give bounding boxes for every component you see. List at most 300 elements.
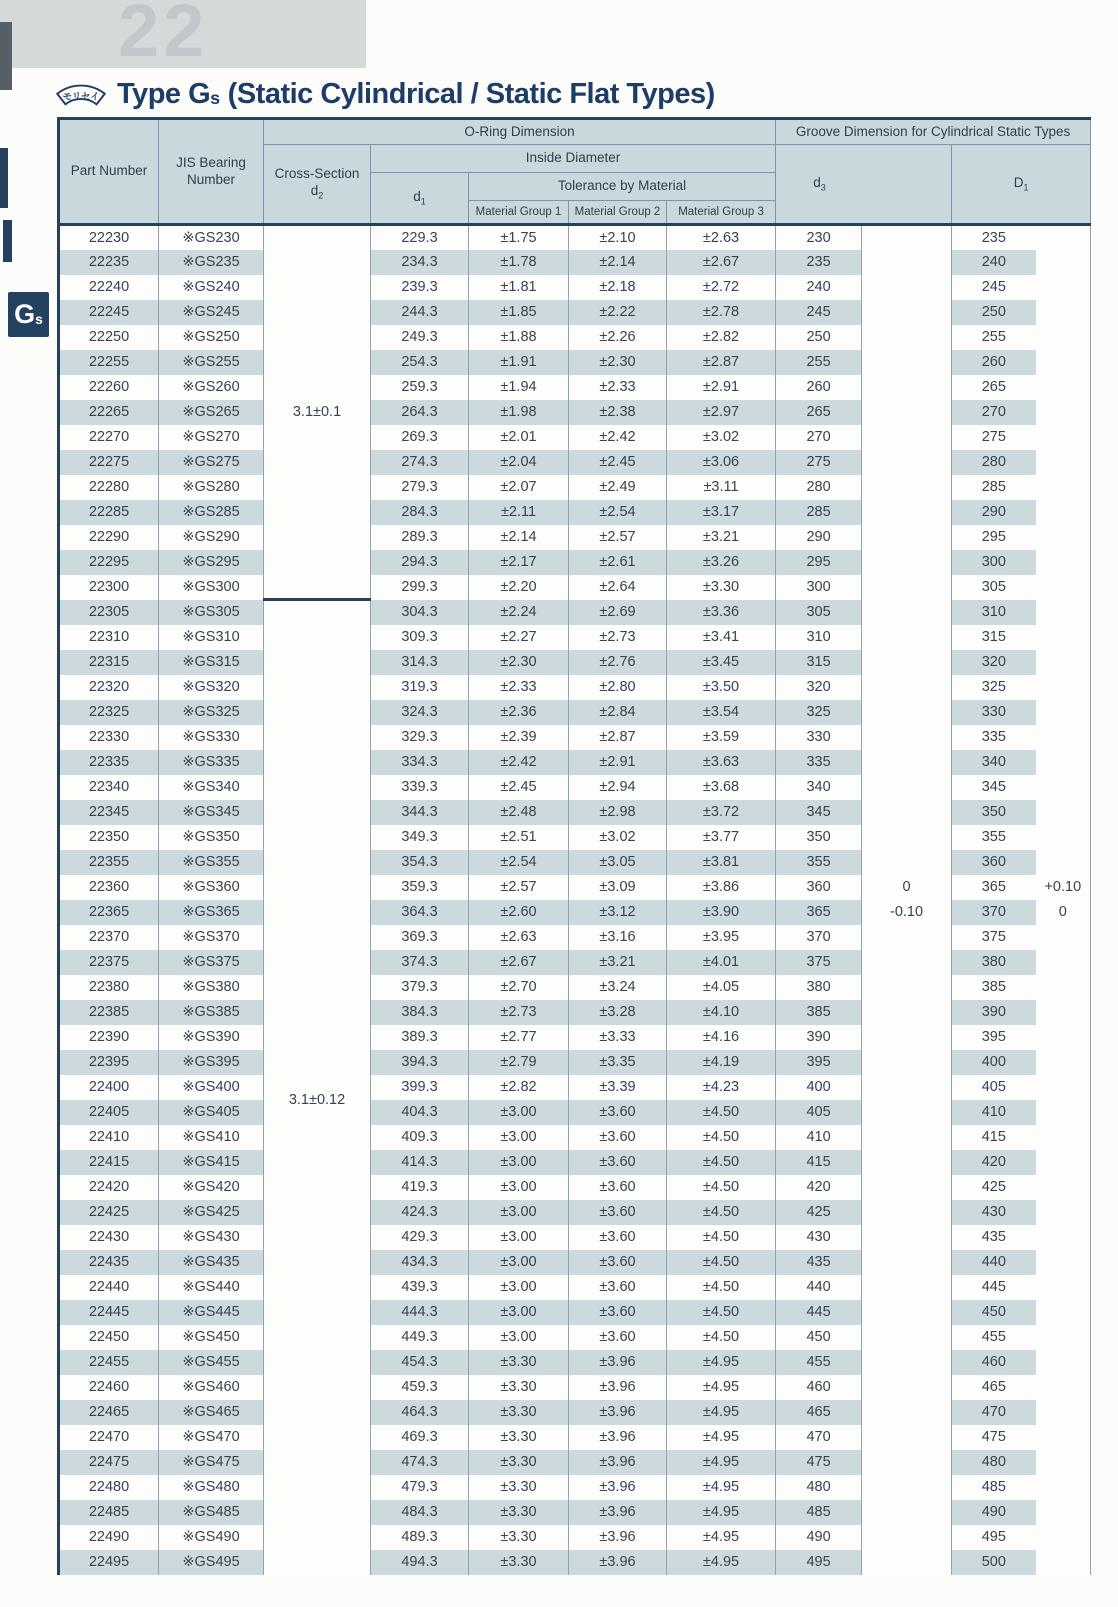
cell-d3: 280 xyxy=(776,475,862,500)
cell-tolerance-group3: ±4.50 xyxy=(667,1275,776,1300)
cell-tolerance-group1: ±2.30 xyxy=(469,650,569,675)
header-oring-dimension: O-Ring Dimension xyxy=(264,119,776,145)
cell-tolerance-group1: ±2.82 xyxy=(469,1075,569,1100)
cell-d1: 239.3 xyxy=(371,275,469,300)
cell-d3: 335 xyxy=(776,750,862,775)
cell-jis-number: ※GS295 xyxy=(159,550,264,575)
cell-d1: 399.3 xyxy=(371,1075,469,1100)
cell-d3: 360 xyxy=(776,875,862,900)
cell-tolerance-group1: ±1.85 xyxy=(469,300,569,325)
cell-d1: 289.3 xyxy=(371,525,469,550)
cell-D1: 345 xyxy=(952,775,1036,800)
cell-tolerance-group1: ±2.20 xyxy=(469,575,569,600)
oring-dimension-table xyxy=(57,117,1091,1575)
cell-tolerance-group2: ±2.42 xyxy=(569,425,667,450)
cell-tolerance-group2: ±3.05 xyxy=(569,850,667,875)
cell-tolerance-group1: ±2.33 xyxy=(469,675,569,700)
cell-D1: 270 xyxy=(952,400,1036,425)
cell-part-number: 22310 xyxy=(59,625,159,650)
cell-d3: 270 xyxy=(776,425,862,450)
cell-part-number: 22300 xyxy=(59,575,159,600)
cell-tolerance-group3: ±4.50 xyxy=(667,1300,776,1325)
cell-part-number: 22395 xyxy=(59,1050,159,1075)
cell-D1: 445 xyxy=(952,1275,1036,1300)
cell-tolerance-group1: ±3.00 xyxy=(469,1150,569,1175)
cell-d1: 309.3 xyxy=(371,625,469,650)
cell-jis-number: ※GS230 xyxy=(159,225,264,250)
cell-tolerance-group3: ±3.45 xyxy=(667,650,776,675)
cell-part-number: 22445 xyxy=(59,1300,159,1325)
cell-tolerance-group2: ±2.98 xyxy=(569,800,667,825)
cell-D1: 440 xyxy=(952,1250,1036,1275)
cell-d3: 310 xyxy=(776,625,862,650)
cell-tolerance-group3: ±3.95 xyxy=(667,925,776,950)
cell-D1: 475 xyxy=(952,1425,1036,1450)
cell-d3: 250 xyxy=(776,325,862,350)
cell-d3: 400 xyxy=(776,1075,862,1100)
cell-tolerance-group1: ±1.75 xyxy=(469,225,569,250)
cell-part-number: 22355 xyxy=(59,850,159,875)
cell-jis-number: ※GS240 xyxy=(159,275,264,300)
cell-jis-number: ※GS310 xyxy=(159,625,264,650)
cell-d3: 370 xyxy=(776,925,862,950)
page-title: Type Gs (Static Cylindrical / Static Flat Types) xyxy=(117,77,715,110)
cell-jis-number: ※GS410 xyxy=(159,1125,264,1150)
cell-d1: 319.3 xyxy=(371,675,469,700)
cell-tolerance-group2: ±3.96 xyxy=(569,1525,667,1550)
cell-part-number: 22275 xyxy=(59,450,159,475)
cell-part-number: 22285 xyxy=(59,500,159,525)
cell-tolerance-group2: ±3.96 xyxy=(569,1550,667,1575)
cell-d3: 385 xyxy=(776,1000,862,1025)
cell-D1: 405 xyxy=(952,1075,1036,1100)
cell-part-number: 22460 xyxy=(59,1375,159,1400)
cell-D1: 310 xyxy=(952,600,1036,625)
cell-tolerance-group3: ±3.77 xyxy=(667,825,776,850)
cell-tolerance-group2: ±3.39 xyxy=(569,1075,667,1100)
cell-jis-number: ※GS475 xyxy=(159,1450,264,1475)
cell-tolerance-group3: ±4.95 xyxy=(667,1475,776,1500)
cell-tolerance-group1: ±2.57 xyxy=(469,875,569,900)
cell-part-number: 22465 xyxy=(59,1400,159,1425)
header-d3: $d_3$ xyxy=(776,145,952,225)
cell-D1: 330 xyxy=(952,700,1036,725)
cell-jis-number: ※GS405 xyxy=(159,1100,264,1125)
header-d1: $d_1$ xyxy=(371,173,469,225)
cell-tolerance-group3: ±2.72 xyxy=(667,275,776,300)
cell-tolerance-group1: ±2.60 xyxy=(469,900,569,925)
header-tolerance: Tolerance by Material xyxy=(469,173,776,201)
cell-D1: 455 xyxy=(952,1325,1036,1350)
cell-tolerance-group3: ±2.97 xyxy=(667,400,776,425)
cell-d3: 490 xyxy=(776,1525,862,1550)
cell-tolerance-group3: ±3.59 xyxy=(667,725,776,750)
cell-part-number: 22290 xyxy=(59,525,159,550)
cell-jis-number: ※GS330 xyxy=(159,725,264,750)
cell-tolerance-group1: ±2.42 xyxy=(469,750,569,775)
cell-jis-number: ※GS375 xyxy=(159,950,264,975)
cell-D1: 265 xyxy=(952,375,1036,400)
cell-D1: 435 xyxy=(952,1225,1036,1250)
cell-tolerance-group2: ±2.94 xyxy=(569,775,667,800)
cell-tolerance-group3: ±3.50 xyxy=(667,675,776,700)
cell-tolerance-group2: ±3.60 xyxy=(569,1175,667,1200)
cell-tolerance-group1: ±3.00 xyxy=(469,1325,569,1350)
cell-jis-number: ※GS290 xyxy=(159,525,264,550)
cell-jis-number: ※GS480 xyxy=(159,1475,264,1500)
cell-tolerance-group1: ±1.88 xyxy=(469,325,569,350)
cell-d1: 384.3 xyxy=(371,1000,469,1025)
cell-D1: 285 xyxy=(952,475,1036,500)
cell-d3: 420 xyxy=(776,1175,862,1200)
cell-D1: 495 xyxy=(952,1525,1036,1550)
cell-part-number: 22260 xyxy=(59,375,159,400)
cell-d1: 314.3 xyxy=(371,650,469,675)
cell-d1: 249.3 xyxy=(371,325,469,350)
cell-d1: 229.3 xyxy=(371,225,469,250)
section-tab-gs xyxy=(8,292,49,337)
cell-tolerance-group3: ±4.95 xyxy=(667,1550,776,1575)
cell-jis-number: ※GS335 xyxy=(159,750,264,775)
cell-d3: 375 xyxy=(776,950,862,975)
cell-d3: 425 xyxy=(776,1200,862,1225)
cell-d1: 429.3 xyxy=(371,1225,469,1250)
cell-jis-number: ※GS485 xyxy=(159,1500,264,1525)
cell-d1: 434.3 xyxy=(371,1250,469,1275)
cell-d1: 394.3 xyxy=(371,1050,469,1075)
cell-jis-number: ※GS260 xyxy=(159,375,264,400)
cell-tolerance-group1: ±2.70 xyxy=(469,975,569,1000)
cell-part-number: 22430 xyxy=(59,1225,159,1250)
cell-d3: 430 xyxy=(776,1225,862,1250)
cell-tolerance-group2: ±3.60 xyxy=(569,1100,667,1125)
cell-d1: 259.3 xyxy=(371,375,469,400)
cell-d3: 440 xyxy=(776,1275,862,1300)
cell-tolerance-group3: ±3.36 xyxy=(667,600,776,625)
cell-tolerance-group2: ±3.60 xyxy=(569,1275,667,1300)
cell-d3: 465 xyxy=(776,1400,862,1425)
cell-tolerance-group1: ±2.39 xyxy=(469,725,569,750)
cell-tolerance-group1: ±2.67 xyxy=(469,950,569,975)
cell-d1: 269.3 xyxy=(371,425,469,450)
cell-d1: 234.3 xyxy=(371,250,469,275)
cell-D1: 425 xyxy=(952,1175,1036,1200)
cell-tolerance-group1: ±1.81 xyxy=(469,275,569,300)
cell-part-number: 22490 xyxy=(59,1525,159,1550)
cell-d1: 439.3 xyxy=(371,1275,469,1300)
cell-tolerance-group3: ±4.19 xyxy=(667,1050,776,1075)
cell-tolerance-group3: ±4.05 xyxy=(667,975,776,1000)
cell-d1: 419.3 xyxy=(371,1175,469,1200)
cell-part-number: 22380 xyxy=(59,975,159,1000)
cell-part-number: 22435 xyxy=(59,1250,159,1275)
cell-d1: 409.3 xyxy=(371,1125,469,1150)
cell-d3: 300 xyxy=(776,575,862,600)
cell-tolerance-group2: ±2.73 xyxy=(569,625,667,650)
cell-tolerance-group1: ±2.11 xyxy=(469,500,569,525)
cell-tolerance-group3: ±3.26 xyxy=(667,550,776,575)
cell-jis-number: ※GS445 xyxy=(159,1300,264,1325)
cell-jis-number: ※GS400 xyxy=(159,1075,264,1100)
cell-tolerance-group1: ±3.00 xyxy=(469,1275,569,1300)
cell-jis-number: ※GS235 xyxy=(159,250,264,275)
cell-tolerance-group2: ±3.60 xyxy=(569,1225,667,1250)
cell-jis-number: ※GS470 xyxy=(159,1425,264,1450)
cell-tolerance-group2: ±3.21 xyxy=(569,950,667,975)
cell-part-number: 22390 xyxy=(59,1025,159,1050)
cell-tolerance-group1: ±2.79 xyxy=(469,1050,569,1075)
cell-tolerance-group3: ±4.95 xyxy=(667,1400,776,1425)
cell-jis-number: ※GS395 xyxy=(159,1050,264,1075)
cell-d1: 389.3 xyxy=(371,1025,469,1050)
cell-cross-section-group: 3.1±0.1 xyxy=(264,225,371,600)
cell-d3: 460 xyxy=(776,1375,862,1400)
cell-tolerance-group2: ±3.28 xyxy=(569,1000,667,1025)
cell-tolerance-group1: ±2.51 xyxy=(469,825,569,850)
cell-d1: 274.3 xyxy=(371,450,469,475)
header-D1: $D_1$ xyxy=(952,145,1091,225)
section-tab-sub: s xyxy=(35,311,43,327)
cell-jis-number: ※GS385 xyxy=(159,1000,264,1025)
cell-tolerance-group1: ±3.00 xyxy=(469,1100,569,1125)
cell-d1: 464.3 xyxy=(371,1400,469,1425)
cell-D1: 500 xyxy=(952,1550,1036,1575)
cell-tolerance-group2: ±3.96 xyxy=(569,1500,667,1525)
cell-tolerance-group2: ±2.45 xyxy=(569,450,667,475)
cell-d3: 295 xyxy=(776,550,862,575)
cell-tolerance-group1: ±3.00 xyxy=(469,1250,569,1275)
cell-tolerance-group1: ±3.00 xyxy=(469,1300,569,1325)
cell-tolerance-group3: ±4.95 xyxy=(667,1500,776,1525)
cell-d1: 354.3 xyxy=(371,850,469,875)
cell-jis-number: ※GS390 xyxy=(159,1025,264,1050)
cell-D1: 485 xyxy=(952,1475,1036,1500)
cell-d3: 435 xyxy=(776,1250,862,1275)
cell-tolerance-group2: ±3.60 xyxy=(569,1325,667,1350)
cell-tolerance-group1: ±3.30 xyxy=(469,1400,569,1425)
cell-d3: 355 xyxy=(776,850,862,875)
cell-part-number: 22235 xyxy=(59,250,159,275)
cell-jis-number: ※GS285 xyxy=(159,500,264,525)
cell-d3: 290 xyxy=(776,525,862,550)
table-header xyxy=(59,119,1091,225)
cell-jis-number: ※GS370 xyxy=(159,925,264,950)
cell-tolerance-group1: ±1.91 xyxy=(469,350,569,375)
cell-tolerance-group1: ±2.48 xyxy=(469,800,569,825)
cell-d1: 449.3 xyxy=(371,1325,469,1350)
cell-tolerance-group2: ±3.60 xyxy=(569,1300,667,1325)
cell-tolerance-group1: ±3.00 xyxy=(469,1125,569,1150)
cell-d3: 405 xyxy=(776,1100,862,1125)
cell-jis-number: ※GS365 xyxy=(159,900,264,925)
cell-tolerance-group3: ±4.50 xyxy=(667,1325,776,1350)
cell-jis-number: ※GS435 xyxy=(159,1250,264,1275)
bleed-tab-bar xyxy=(0,148,8,208)
cell-tolerance-group3: ±3.02 xyxy=(667,425,776,450)
cell-D1: 250 xyxy=(952,300,1036,325)
cell-tolerance-group2: ±3.60 xyxy=(569,1150,667,1175)
scan-edge-mark xyxy=(0,22,12,90)
cell-tolerance-group2: ±2.22 xyxy=(569,300,667,325)
cell-d1: 284.3 xyxy=(371,500,469,525)
cell-tolerance-group3: ±2.82 xyxy=(667,325,776,350)
cell-tolerance-group2: ±3.12 xyxy=(569,900,667,925)
cell-tolerance-group3: ±2.91 xyxy=(667,375,776,400)
cell-D1: 245 xyxy=(952,275,1036,300)
cell-d3: 230 xyxy=(776,225,862,250)
cell-d3: 275 xyxy=(776,450,862,475)
cell-part-number: 22425 xyxy=(59,1200,159,1225)
scan-corner-band xyxy=(0,0,366,72)
cell-jis-number: ※GS440 xyxy=(159,1275,264,1300)
cell-D1: 255 xyxy=(952,325,1036,350)
cell-tolerance-group2: ±2.64 xyxy=(569,575,667,600)
cell-D1: 390 xyxy=(952,1000,1036,1025)
cell-d3: 365 xyxy=(776,900,862,925)
cell-jis-number: ※GS250 xyxy=(159,325,264,350)
header-inside-diameter: Inside Diameter xyxy=(371,145,776,173)
cell-tolerance-group1: ±2.73 xyxy=(469,1000,569,1025)
cell-tolerance-group2: ±3.24 xyxy=(569,975,667,1000)
cell-tolerance-group1: ±2.24 xyxy=(469,600,569,625)
cell-d3: 345 xyxy=(776,800,862,825)
cell-jis-number: ※GS495 xyxy=(159,1550,264,1575)
cell-d3: 455 xyxy=(776,1350,862,1375)
cell-part-number: 22250 xyxy=(59,325,159,350)
cell-d3: 445 xyxy=(776,1300,862,1325)
cell-d1: 404.3 xyxy=(371,1100,469,1125)
cell-tolerance-group2: ±3.16 xyxy=(569,925,667,950)
cell-jis-number: ※GS465 xyxy=(159,1400,264,1425)
cell-tolerance-group3: ±3.72 xyxy=(667,800,776,825)
cell-D1: 260 xyxy=(952,350,1036,375)
logo-text: モリセイ xyxy=(62,91,100,102)
cell-tolerance-group2: ±3.96 xyxy=(569,1450,667,1475)
cell-part-number: 22400 xyxy=(59,1075,159,1100)
cell-tolerance-group3: ±4.95 xyxy=(667,1425,776,1450)
cell-D1: 325 xyxy=(952,675,1036,700)
cell-tolerance-group1: ±3.30 xyxy=(469,1425,569,1450)
cell-tolerance-group3: ±3.81 xyxy=(667,850,776,875)
cell-d3: 235 xyxy=(776,250,862,275)
cell-tolerance-group3: ±3.21 xyxy=(667,525,776,550)
cell-tolerance-group1: ±2.14 xyxy=(469,525,569,550)
cell-D1: 470 xyxy=(952,1400,1036,1425)
cell-part-number: 22375 xyxy=(59,950,159,975)
cell-d1: 294.3 xyxy=(371,550,469,575)
cell-tolerance-group2: ±3.60 xyxy=(569,1250,667,1275)
cell-jis-number: ※GS265 xyxy=(159,400,264,425)
cell-tolerance-group2: ±3.33 xyxy=(569,1025,667,1050)
cell-tolerance-group3: ±4.50 xyxy=(667,1225,776,1250)
cell-D1: 395 xyxy=(952,1025,1036,1050)
cell-cross-section-group: 3.1±0.12 xyxy=(264,600,371,1575)
cell-part-number: 22370 xyxy=(59,925,159,950)
cell-jis-number: ※GS430 xyxy=(159,1225,264,1250)
cell-D1: 340 xyxy=(952,750,1036,775)
cell-d1: 349.3 xyxy=(371,825,469,850)
cell-D1: 450 xyxy=(952,1300,1036,1325)
cell-d1: 459.3 xyxy=(371,1375,469,1400)
cell-tolerance-group3: ±4.50 xyxy=(667,1175,776,1200)
header-groove-dimension: Groove Dimension for Cylindrical Static Types xyxy=(776,119,1091,145)
cell-tolerance-group3: ±3.17 xyxy=(667,500,776,525)
cell-tolerance-group1: ±2.63 xyxy=(469,925,569,950)
header-material-group-1: Material Group 1 xyxy=(469,201,569,225)
cell-D1: 375 xyxy=(952,925,1036,950)
cell-part-number: 22480 xyxy=(59,1475,159,1500)
cell-jis-number: ※GS345 xyxy=(159,800,264,825)
cell-tolerance-group2: ±2.30 xyxy=(569,350,667,375)
cell-tolerance-group2: ±3.60 xyxy=(569,1125,667,1150)
cell-tolerance-group3: ±4.95 xyxy=(667,1350,776,1375)
cell-jis-number: ※GS300 xyxy=(159,575,264,600)
cell-D1: 380 xyxy=(952,950,1036,975)
cell-jis-number: ※GS340 xyxy=(159,775,264,800)
cell-tolerance-group1: ±3.30 xyxy=(469,1550,569,1575)
cell-part-number: 22265 xyxy=(59,400,159,425)
cell-tolerance-group2: ±2.18 xyxy=(569,275,667,300)
cell-part-number: 22410 xyxy=(59,1125,159,1150)
header-cross-section: Cross-Section $d_2$ xyxy=(264,145,371,225)
cell-d3: 320 xyxy=(776,675,862,700)
cell-d1: 304.3 xyxy=(371,600,469,625)
cell-d1: 279.3 xyxy=(371,475,469,500)
cell-tolerance-group1: ±3.30 xyxy=(469,1350,569,1375)
cell-D1-tolerance: +0.10 0 xyxy=(1036,225,1091,1575)
cell-tolerance-group3: ±4.50 xyxy=(667,1100,776,1125)
bleed-tab-bar-2 xyxy=(3,220,12,262)
cell-D1: 315 xyxy=(952,625,1036,650)
cell-tolerance-group2: ±2.69 xyxy=(569,600,667,625)
cell-tolerance-group1: ±2.77 xyxy=(469,1025,569,1050)
cell-d3: 380 xyxy=(776,975,862,1000)
cell-d3: 395 xyxy=(776,1050,862,1075)
cell-tolerance-group1: ±1.98 xyxy=(469,400,569,425)
cell-tolerance-group1: ±2.01 xyxy=(469,425,569,450)
cell-part-number: 22345 xyxy=(59,800,159,825)
page-header xyxy=(55,76,715,112)
cell-d1: 454.3 xyxy=(371,1350,469,1375)
cell-part-number: 22470 xyxy=(59,1425,159,1450)
cell-d3: 350 xyxy=(776,825,862,850)
page-number-ghost: 22 xyxy=(118,0,209,72)
cell-tolerance-group2: ±3.96 xyxy=(569,1425,667,1450)
cell-d3: 315 xyxy=(776,650,862,675)
cell-part-number: 22330 xyxy=(59,725,159,750)
cell-part-number: 22320 xyxy=(59,675,159,700)
cell-tolerance-group1: ±2.07 xyxy=(469,475,569,500)
cell-d1: 264.3 xyxy=(371,400,469,425)
cell-d1: 369.3 xyxy=(371,925,469,950)
cell-d1: 479.3 xyxy=(371,1475,469,1500)
cell-part-number: 22245 xyxy=(59,300,159,325)
cell-D1: 490 xyxy=(952,1500,1036,1525)
cell-part-number: 22335 xyxy=(59,750,159,775)
cell-d1: 469.3 xyxy=(371,1425,469,1450)
cell-D1: 365 xyxy=(952,875,1036,900)
table-row xyxy=(59,225,1091,250)
cell-tolerance-group2: ±2.49 xyxy=(569,475,667,500)
cell-tolerance-group3: ±4.50 xyxy=(667,1250,776,1275)
header-material-group-3: Material Group 3 xyxy=(667,201,776,225)
section-tab-letter: G xyxy=(14,299,36,329)
cell-D1: 410 xyxy=(952,1100,1036,1125)
cell-D1: 305 xyxy=(952,575,1036,600)
cell-jis-number: ※GS420 xyxy=(159,1175,264,1200)
cell-d3: 260 xyxy=(776,375,862,400)
cell-tolerance-group1: ±3.00 xyxy=(469,1225,569,1250)
